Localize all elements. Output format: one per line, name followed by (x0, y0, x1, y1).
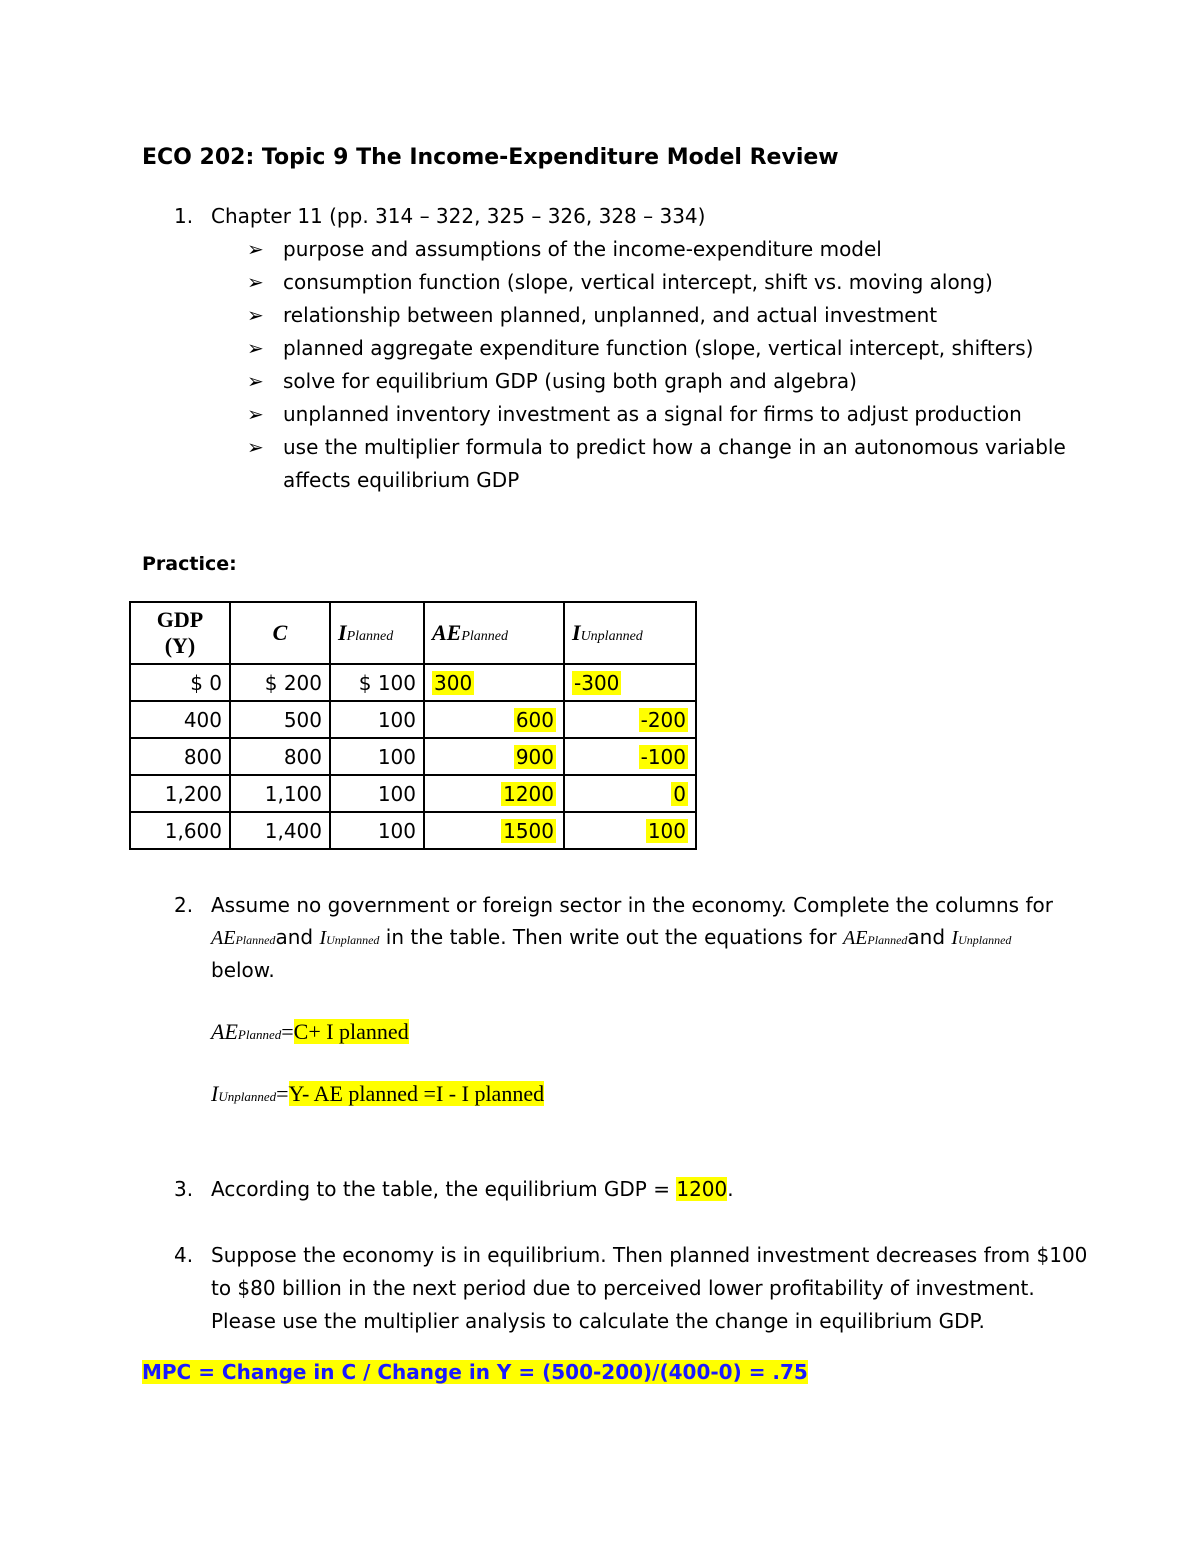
bullet-item (247, 270, 993, 294)
cell-i-planned: 100 (330, 775, 424, 812)
cell-ae-planned: 300 (424, 664, 564, 701)
cell-ae-planned: 600 (424, 701, 564, 738)
table-row (130, 738, 696, 775)
bullet-text: solve for equilibrium GDP (using both graph and algebra) (283, 369, 857, 393)
bullet-text: planned aggregate expenditure function (slope, vertical intercept, shifters) (283, 336, 1034, 360)
equation-i-unplanned: IUnplanned=Y- AE planned =I - I planned (211, 1081, 545, 1106)
page-title: ECO 202: Topic 9 The Income-Expenditure Model Review (142, 145, 839, 170)
table-row (130, 664, 696, 701)
answer-highlight: Y- AE planned =I - I planned (288, 1081, 545, 1106)
cell-i-unplanned: -100 (564, 738, 696, 775)
practice-table (129, 601, 697, 850)
header-i-unplanned: IUnplanned (564, 602, 696, 664)
bullet-text: purpose and assumptions of the income-expenditure model (283, 237, 882, 261)
cell-gdp: $ 0 (130, 664, 230, 701)
header-i-planned: IPlanned (330, 602, 424, 664)
mpc-answer: MPC = Change in C / Change in Y = (500-200)/(400-0) = .75 (142, 1360, 808, 1384)
cell-c: 500 (230, 701, 330, 738)
table-row (130, 812, 696, 849)
item-2-line1: Assume no government or foreign sector in the economy. Complete the columns for (211, 893, 1053, 917)
arrow-bullet-icon: ➢ (247, 270, 264, 294)
item-1-text: Chapter 11 (pp. 314 – 322, 325 – 326, 328 – 334) (211, 204, 706, 228)
cell-i-unplanned: -300 (564, 664, 696, 701)
item-2-number: 2. (174, 893, 194, 917)
cell-i-unplanned: -200 (564, 701, 696, 738)
item-4-line1: Suppose the economy is in equilibrium. Then planned investment decreases from $100 (211, 1243, 1088, 1267)
cell-c: 1,100 (230, 775, 330, 812)
bullet-item (247, 369, 857, 393)
cell-gdp: 800 (130, 738, 230, 775)
cell-ae-planned: 1200 (424, 775, 564, 812)
item-2-line2: AEPlannedand IUnplanned in the table. Then write out the equations for AEPlannedand IUnplanned (211, 925, 1012, 949)
equation-ae-planned: AEPlanned=C+ I planned (211, 1019, 409, 1044)
header-gdp: GDP (Y) (130, 602, 230, 664)
table-row (130, 775, 696, 812)
cell-i-planned: 100 (330, 738, 424, 775)
cell-i-unplanned: 100 (564, 812, 696, 849)
arrow-bullet-icon: ➢ (247, 435, 264, 459)
bullet-item (247, 303, 937, 327)
cell-i-planned: $ 100 (330, 664, 424, 701)
cell-i-unplanned: 0 (564, 775, 696, 812)
bullet-item (247, 402, 1022, 426)
arrow-bullet-icon: ➢ (247, 336, 264, 360)
table-row (130, 701, 696, 738)
item-3-text: According to the table, the equilibrium GDP = 1200. (211, 1177, 734, 1201)
bullet-item (247, 336, 1033, 360)
cell-gdp: 400 (130, 701, 230, 738)
header-ae-planned: AEPlanned (424, 602, 564, 664)
answer-highlight: 1200 (676, 1177, 728, 1201)
answer-highlight: C+ I planned (293, 1019, 409, 1044)
arrow-bullet-icon: ➢ (247, 402, 264, 426)
item-4-line3: Please use the multiplier analysis to calculate the change in equilibrium GDP. (211, 1309, 985, 1333)
cell-gdp: 1,600 (130, 812, 230, 849)
item-1-number: 1. (174, 204, 194, 228)
arrow-bullet-icon: ➢ (247, 369, 264, 393)
bullet-text: use the multiplier formula to predict how a change in an autonomous variable (283, 435, 1066, 459)
arrow-bullet-icon: ➢ (247, 303, 264, 327)
arrow-bullet-icon: ➢ (247, 237, 264, 261)
table-header-row (130, 602, 696, 664)
bullet-text: consumption function (slope, vertical intercept, shift vs. moving along) (283, 270, 993, 294)
cell-i-planned: 100 (330, 701, 424, 738)
bullet-continuation-text: affects equilibrium GDP (283, 468, 520, 492)
bullet-text: relationship between planned, unplanned, and actual investment (283, 303, 938, 327)
cell-ae-planned: 900 (424, 738, 564, 775)
cell-ae-planned: 1500 (424, 812, 564, 849)
cell-gdp: 1,200 (130, 775, 230, 812)
item-4-number: 4. (174, 1243, 194, 1267)
cell-c: 1,400 (230, 812, 330, 849)
cell-c: 800 (230, 738, 330, 775)
bullet-text: unplanned inventory investment as a signal for firms to adjust production (283, 402, 1022, 426)
bullet-item (247, 237, 882, 261)
item-3-number: 3. (174, 1177, 194, 1201)
cell-c: $ 200 (230, 664, 330, 701)
header-c: C (230, 602, 330, 664)
cell-i-planned: 100 (330, 812, 424, 849)
bullet-item (247, 435, 1066, 459)
item-4-line2: to $80 billion in the next period due to perceived lower profitability of investment. (211, 1276, 1035, 1300)
practice-label: Practice: (142, 553, 237, 575)
item-2-line3: below. (211, 958, 275, 982)
